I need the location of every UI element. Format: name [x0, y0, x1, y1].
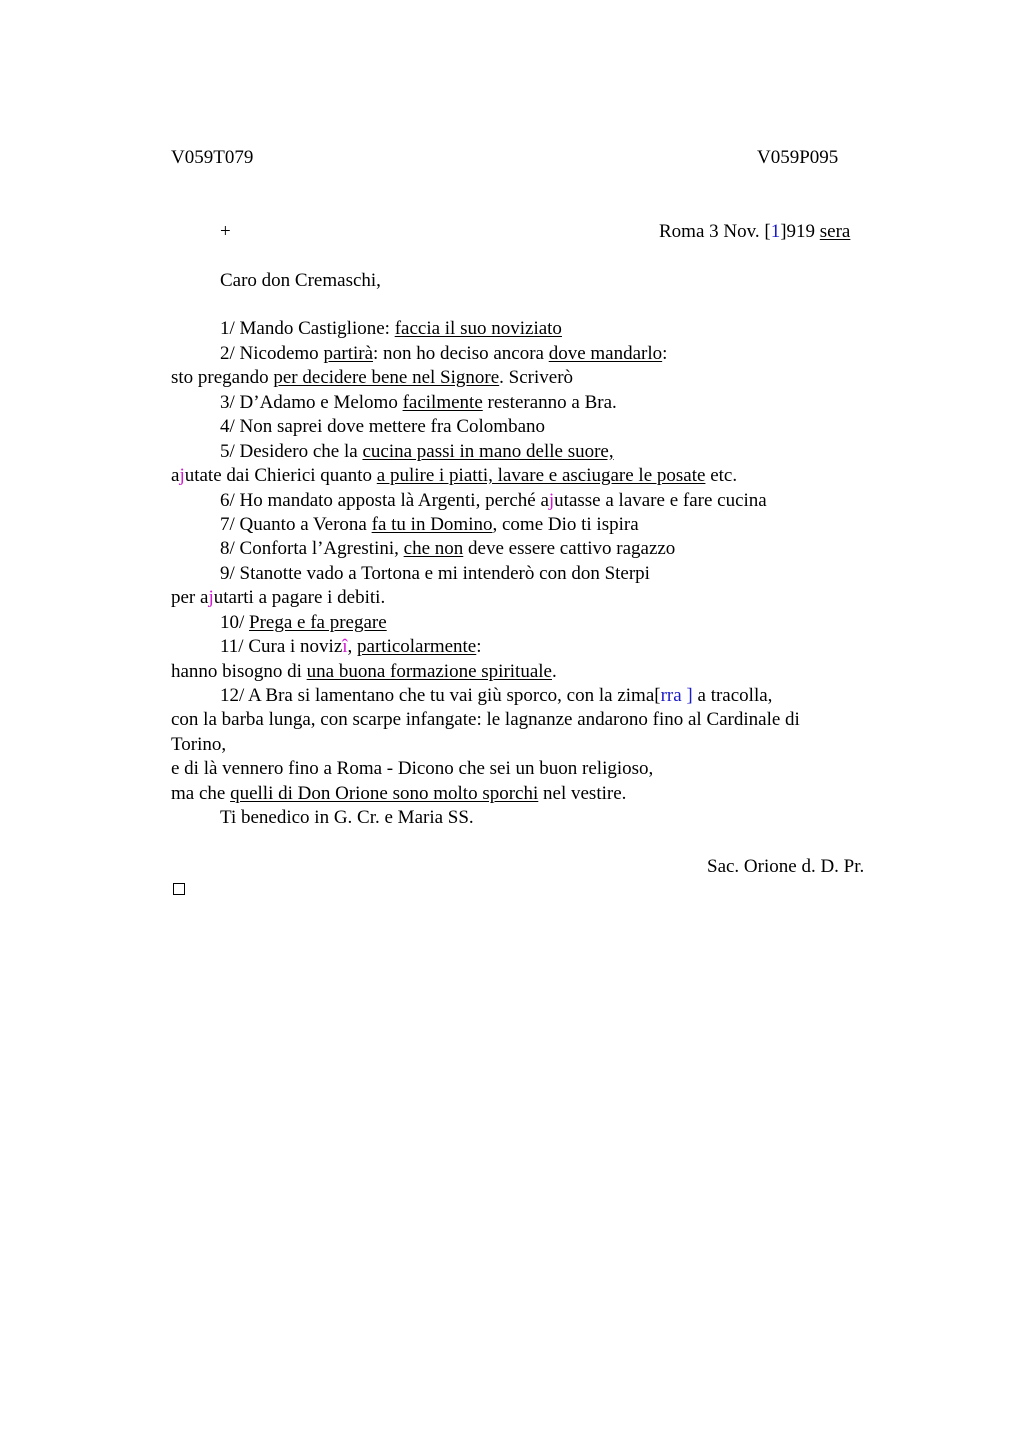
underlined-text: fa tu in Domino	[371, 514, 493, 535]
text-run: :	[476, 636, 482, 657]
dateline-year-correction: 1	[770, 221, 781, 242]
letter-line	[220, 611, 387, 635]
letter-line: Torino,	[171, 734, 227, 755]
text-run: 11/ Cura i noviz	[220, 636, 343, 657]
underlined-text: partirà	[323, 343, 374, 364]
text-run: deve essere cattivo ragazzo	[463, 538, 676, 559]
underlined-text: cucina passi in mano delle suore,	[362, 441, 614, 462]
letter-line	[220, 537, 675, 561]
letter-line: con la barba lunga, con scarpe infangate: le lagnanze andarono fino al Cardinale di	[171, 709, 800, 730]
text-run: 8/ Conforta l’Agrestini,	[220, 538, 404, 559]
text-run: : non ho deciso ancora	[373, 343, 549, 364]
letter-line	[171, 464, 737, 488]
closing-blessing: Ti benedico in G. Cr. e Maria SS.	[220, 807, 474, 828]
dateline-year: ]919	[780, 221, 820, 242]
letter-line: 4/ Non saprei dove mettere fra Colombano	[220, 416, 546, 437]
text-run: 1/ Mando Castiglione:	[220, 318, 395, 339]
letter-line	[171, 660, 557, 684]
letter-line	[171, 782, 626, 806]
letter-line: 9/ Stanotte vado a Tortona e mi intenderò con don Sterpi	[220, 563, 650, 584]
highlighted-letter: j	[208, 587, 214, 608]
text-run: utate dai Chierici quanto	[184, 465, 377, 486]
letter-line	[220, 635, 482, 659]
underlined-text: faccia il suo noviziato	[394, 318, 562, 339]
letter-line	[220, 391, 617, 415]
document-code-right: V059P095	[757, 147, 839, 168]
text-run: 5/ Desidero che la	[220, 441, 363, 462]
highlighted-letter: î	[342, 636, 348, 657]
text-run: nel vestire.	[538, 783, 627, 804]
text-run: ,	[347, 636, 358, 657]
dateline-text: Roma 3 Nov. [	[659, 221, 771, 242]
text-run: resteranno a Bra.	[482, 392, 617, 413]
cross-mark: +	[220, 221, 231, 242]
text-run: , come Dio ti ispira	[492, 514, 639, 535]
text-run: . Scriverò	[499, 367, 574, 388]
text-run: 12/ A Bra si lamentano che tu vai giù sporco, con la zima[	[220, 685, 661, 706]
text-run: 3/ D’Adamo e Melomo	[220, 392, 403, 413]
letter-line	[220, 684, 772, 708]
underlined-text: particolarmente	[357, 636, 477, 657]
text-run: .	[551, 661, 557, 682]
letter-line	[220, 342, 667, 366]
document-code-left: V059T079	[171, 147, 254, 168]
letter-line	[220, 440, 614, 464]
editorial-insertion: rra ]	[660, 685, 693, 706]
underlined-text: per decidere bene nel Signore	[273, 367, 500, 388]
text-run: hanno bisogno di	[171, 661, 307, 682]
underlined-text: a pulire i piatti, lavare e asciugare le posate	[376, 465, 706, 486]
underlined-text: che non	[403, 538, 464, 559]
text-run: etc.	[705, 465, 738, 486]
letter-line: e di là vennero fino a Roma - Dicono che sei un buon religioso,	[171, 758, 654, 779]
letter-line	[220, 513, 639, 537]
text-run: 2/ Nicodemo	[220, 343, 324, 364]
text-run: ma che	[171, 783, 231, 804]
highlighted-letter: j	[548, 490, 555, 511]
text-run: per a	[171, 587, 209, 608]
underlined-text: dove mandarlo	[548, 343, 663, 364]
text-run: a tracolla,	[692, 685, 773, 706]
text-run: :	[662, 343, 668, 364]
text-run: 6/ Ho mandato apposta là Argenti, perché a	[220, 490, 549, 511]
text-run: sto pregando	[171, 367, 274, 388]
letter-line	[171, 586, 385, 610]
underlined-text: una buona formazione spirituale	[306, 661, 552, 682]
text-run: utasse a lavare e fare cucina	[554, 490, 767, 511]
letter-line	[220, 317, 562, 341]
letter-line	[171, 366, 573, 390]
dateline	[659, 220, 850, 244]
underlined-text: facilmente	[402, 392, 483, 413]
text-run: 7/ Quanto a Verona	[220, 514, 372, 535]
underlined-text: quelli di Don Orione sono molto sporchi	[230, 783, 539, 804]
signature: Sac. Orione d. D. Pr.	[707, 856, 865, 877]
underlined-text: Prega e fa pregare	[249, 612, 387, 633]
highlighted-letter: j	[179, 465, 185, 486]
letter-line	[220, 489, 767, 513]
salutation: Caro don Cremaschi,	[220, 270, 381, 291]
text-run: 10/	[220, 612, 250, 633]
dateline-time: sera	[819, 221, 851, 242]
text-run: utarti a pagare i debiti.	[213, 587, 386, 608]
text-run: a	[171, 465, 180, 486]
end-marker-square	[173, 883, 185, 895]
